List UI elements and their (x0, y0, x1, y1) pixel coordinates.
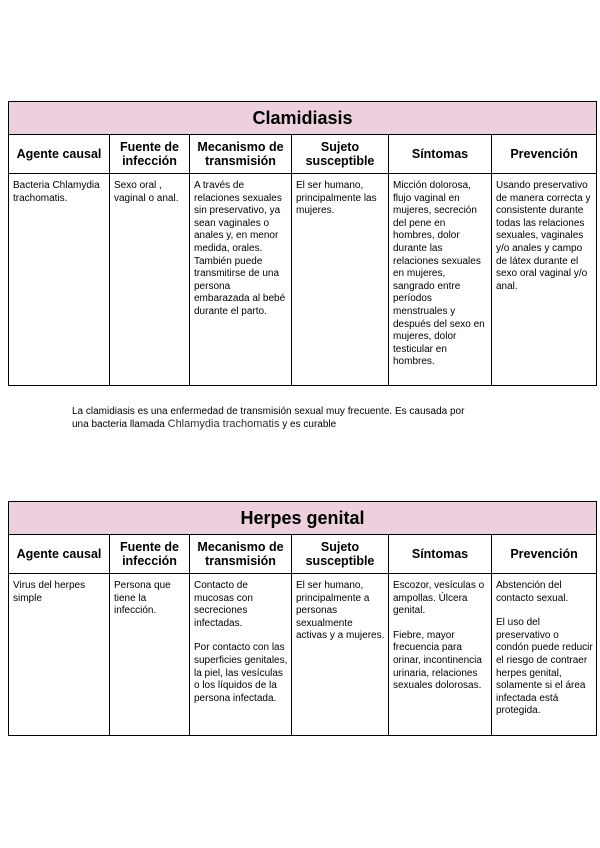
cell-text: Escozor, vesículas o ampollas. Úlcera genital. (393, 580, 485, 617)
cell-text: Micción dolorosa, flujo vaginal en mujeres, secreción del pene en hombres, dolor durante las relaciones sexuales en mujeres, sangrado entre períodos menstruales y después del sexo en mujeres, dolor testicular en hombres. (393, 180, 485, 368)
note-line-2 (72, 418, 542, 431)
clamidiasis-note (72, 405, 542, 431)
header-sintomas: Síntomas (389, 135, 492, 174)
cell-text: El ser humano, principalmente las mujeres. (296, 180, 377, 217)
header-mecanismo-transmision: Mecanismo de transmisión (190, 135, 292, 174)
cell-text: Usando preservativo de manera correcta y consistente durante todas las relaciones sexuales, vaginales y/o anales y campo de látex durante el sexo oral vaginal y/o anal. (496, 180, 591, 292)
cell-text: Contacto de mucosas con secreciones infectadas. (194, 580, 253, 629)
cell-mecanismo-transmision (190, 574, 292, 736)
header-agente-causal: Agente causal (9, 535, 110, 574)
cell-sujeto-susceptible (292, 574, 389, 736)
cell-fuente-infeccion (110, 574, 190, 736)
cell-sintomas (389, 574, 492, 736)
cell-text: Sexo oral , vaginal o anal. (114, 180, 179, 204)
herpes-genital-table (8, 501, 597, 736)
header-agente-causal: Agente causal (9, 135, 110, 174)
cell-text: Fiebre, mayor frecuencia para orinar, incontinencia urinaria, relaciones sexuales dolorosas. (393, 629, 482, 692)
note-line-1: La clamidiasis es una enfermedad de transmisión sexual muy frecuente. Es causada por (72, 406, 465, 417)
note-line-2-end: y es curable (279, 419, 337, 430)
note-line-2-start: una bacteria llamada (72, 419, 168, 430)
cell-prevencion (492, 174, 597, 386)
cell-prevencion (492, 574, 597, 736)
cell-text: Virus del herpes simple (13, 580, 86, 604)
cell-text: A través de relaciones sexuales sin preservativo, ya sean vaginales o anales y, en menor medida, orales. También puede transmitirse de una persona embarazada al bebé durante el parto. (194, 180, 286, 317)
cell-text: Abstención del contacto sexual. (496, 580, 569, 604)
table-title: Herpes genital (9, 502, 597, 535)
header-mecanismo-transmision: Mecanismo de transmisión (190, 535, 292, 574)
clamidiasis-table (8, 101, 597, 386)
header-prevencion: Prevención (492, 135, 597, 174)
cell-text: El uso del preservativo o condón puede reducir el riesgo de contraer herpes genital, solamente si el área infectada está protegida. (496, 617, 593, 717)
table-title: Clamidiasis (9, 102, 597, 135)
cell-sintomas (389, 174, 492, 386)
cell-text: El ser humano, principalmente a personas sexualmente activas y a mujeres. (296, 580, 385, 642)
cell-text: Por contacto con las superficies genitales, la piel, las vesículas o los líquidos de la persona infectada. (194, 642, 288, 704)
header-fuente-infeccion: Fuente de infección (110, 135, 190, 174)
cell-agente-causal (9, 174, 110, 386)
header-sujeto-susceptible: Sujeto susceptible (292, 135, 389, 174)
header-sintomas: Síntomas (389, 535, 492, 574)
header-fuente-infeccion: Fuente de infección (110, 535, 190, 574)
cell-mecanismo-transmision (190, 174, 292, 386)
cell-text: Bacteria Chlamydia trachomatis. (13, 180, 100, 204)
bacteria-name: Chlamydia trachomatis (167, 418, 280, 430)
cell-fuente-infeccion (110, 174, 190, 386)
cell-text: Persona que tiene la infección. (114, 580, 171, 617)
cell-sujeto-susceptible (292, 174, 389, 386)
cell-agente-causal (9, 574, 110, 736)
header-sujeto-susceptible: Sujeto susceptible (292, 535, 389, 574)
header-prevencion: Prevención (492, 535, 597, 574)
